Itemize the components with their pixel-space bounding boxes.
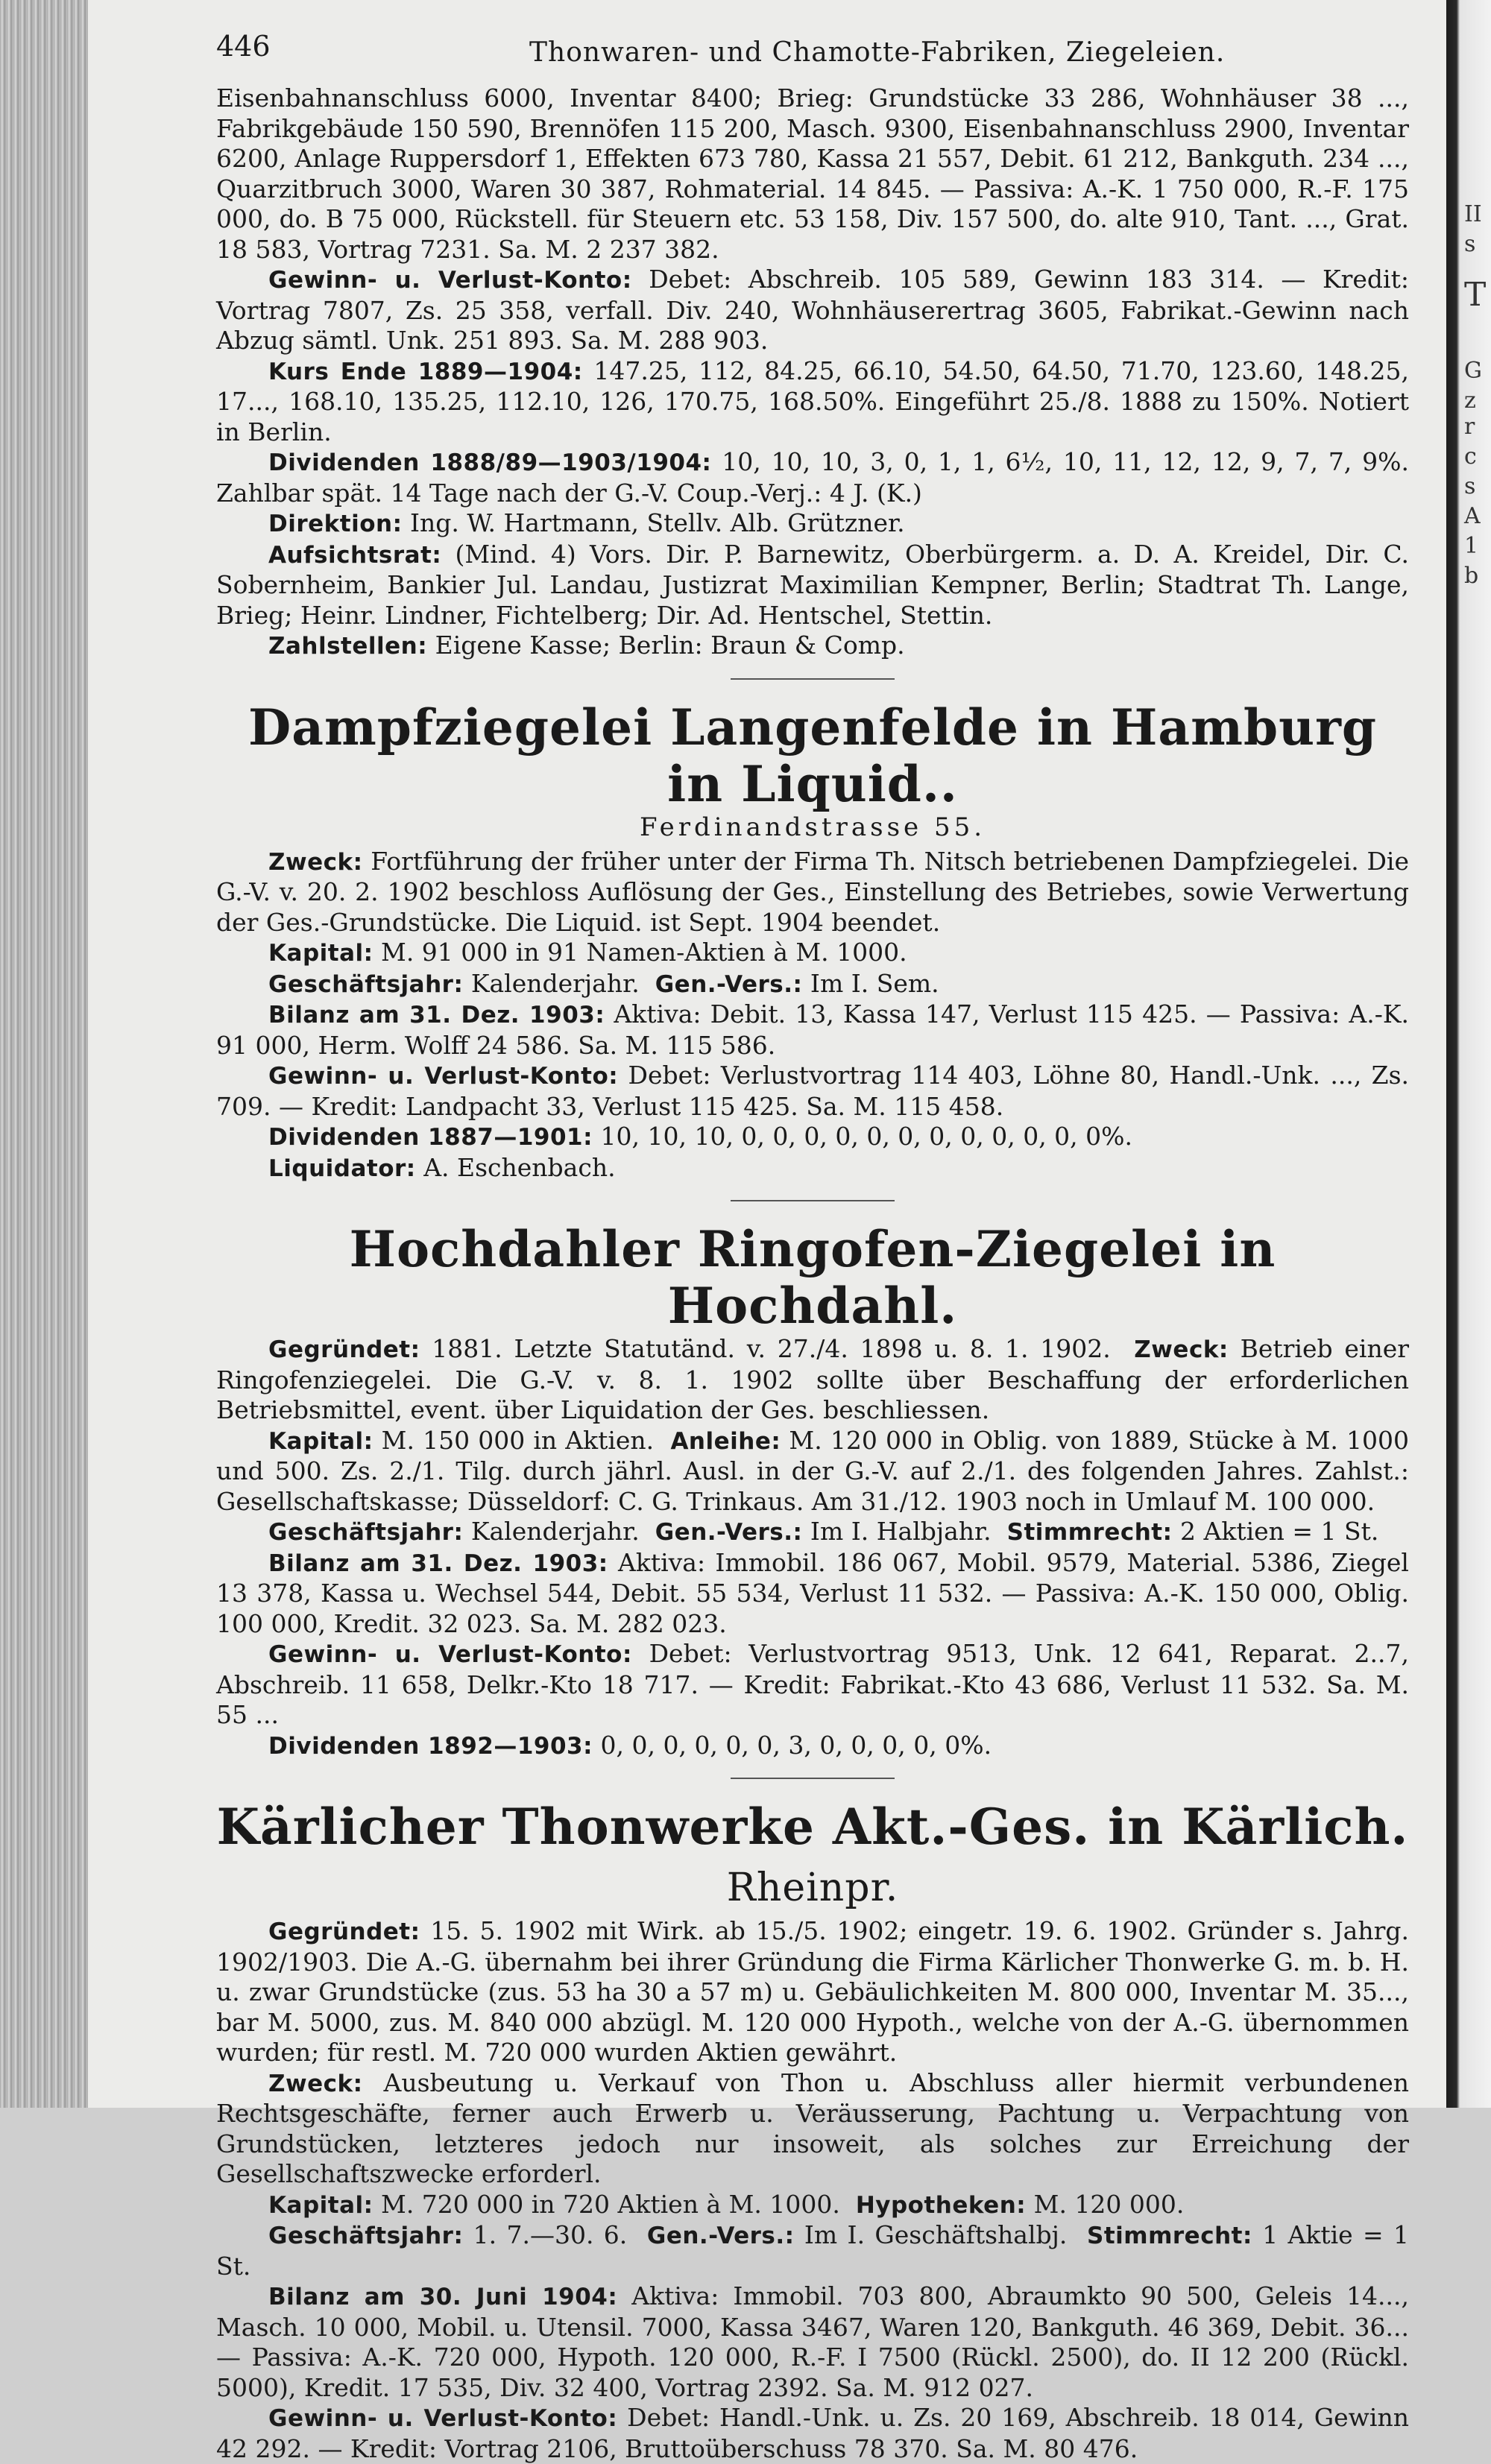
field-label: Hypotheken: (855, 2191, 1027, 2219)
field-value: 10, 10, 10, 3, 0, 1, 1, 6½, 10, 11, 12, 12, 9, 7, 7, 9%. Zahlbar spät. 14 Tage nach der G.-V. Coup.-Verj.: 4 J. (K.) (216, 447, 1409, 508)
field-value: Eigene Kasse; Berlin: Braun & Comp. (435, 631, 905, 660)
capital-mortgage (216, 2190, 1409, 2221)
purpose (216, 2068, 1409, 2190)
dividends (216, 447, 1409, 508)
company-region: Rheinpr. (726, 1866, 899, 1910)
profit-loss-account (216, 1061, 1409, 1122)
field-label: Dividenden 1892—1903: (268, 1732, 593, 1760)
stock-price-history (216, 356, 1409, 448)
founded-purpose (216, 1334, 1409, 1426)
field-value: Aktiva: Debit. 13, Kassa 147, Verlust 115 425. — Passiva: A.-K. 91 000, Herm. Wolff 24 586. Sa. M. 115 586. (216, 999, 1409, 1060)
section-divider (731, 678, 895, 680)
field-value: 15. 5. 1902 mit Wirk. ab 15./5. 1902; eingetr. 19. 6. 1902. Gründer s. Jahrg. 1902/1903. Die A.-G. übernahm bei ihrer Gründung die Firma Kärlicher Thonwerke G. m. b. H. u. zwar Grundstücke (zus. 53 ha 30 a 57 m) u. Gebäulichkeiten M. 800 000, Inventar M. 35..., bar M. 5000, zus. M. 840 000 abzügl. M. 120 000 Hypoth., welche von der A.-G. übernommen wurden; für restl. M. 720 000 wurden Aktien gewährt. (216, 1916, 1409, 2067)
fiscal-year (216, 1517, 1409, 1548)
entry-hochdahler-ringofen (216, 1221, 1409, 1761)
fiscal-year (216, 969, 1409, 1000)
profit-loss-account (216, 2403, 1409, 2464)
field-value: M. 720 000 in 720 Aktien à M. 1000. (381, 2189, 840, 2219)
field-label: Gegründet: (268, 1336, 420, 1363)
field-label: Zweck: (268, 848, 363, 876)
field-value: 1. 7.—30. 6. (473, 2220, 628, 2249)
field-label: Kurs Ende 1889—1904: (268, 358, 583, 385)
field-value: Kalenderjahr. (470, 968, 640, 998)
field-value: 0, 0, 0, 0, 0, 0, 3, 0, 0, 0, 0, 0%. (600, 1730, 992, 1760)
field-label: Dividenden 1888/89—1903/1904: (268, 449, 712, 476)
field-value: Aktiva: Immobil. 186 067, Mobil. 9579, Material. 5386, Ziegel 13 378, Kassa u. Wechsel 544, Debit. 55 534, Verlust 11 532. — Passiva: A.-K. 150 000, Oblig. 100 000, Kredit. 32 023. Sa. M. 282 023. (216, 1547, 1409, 1638)
profit-loss-account (216, 265, 1409, 356)
field-label: Gewinn- u. Verlust-Konto: (268, 2405, 618, 2432)
field-value: Im I. Halbjahr. (810, 1517, 992, 1546)
field-label: Geschäftsjahr: (268, 970, 464, 998)
field-label: Dividenden 1887—1901: (268, 1124, 593, 1151)
field-label: Bilanz am 31. Dez. 1903: (268, 1550, 608, 1577)
running-title: Thonwaren- und Chamotte-Fabriken, Ziegeleien. (529, 37, 1226, 68)
margin-fragment: b (1464, 563, 1479, 589)
field-value: Debet: Handl.-Unk. u. Zs. 20 169, Abschreib. 18 014, Gewinn 42 292. — Kredit: Vortrag 2106, Bruttoüberschuss 78 370. Sa. M. 80 476. (216, 2403, 1409, 2463)
field-label: Kapital: (268, 940, 373, 967)
field-value: Debet: Verlustvortrag 9513, Unk. 12 641, Reparat. 2..7, Abschreib. 11 658, Delkr.-Kto 18 717. — Kredit: Fabrikat.-Kto 43 686, Verlust 11 532. Sa. M. 55 ... (216, 1639, 1409, 1729)
field-label: Aufsichtsrat: (268, 541, 442, 569)
field-value: Ausbeutung u. Verkauf von Thon u. Abschluss aller hiermit verbundenen Rechtsgeschäfte, ferner auch Erwerb u. Veräusserung, Pachtung u. Verpachtung von Grundstücken, letzteres jedoch nur insoweit, als solches zur Erreichung der Gesellschaftszwecke erforderl. (216, 2067, 1409, 2188)
field-value: 10, 10, 10, 0, 0, 0, 0, 0, 0, 0, 0, 0, 0, 0, 0%. (600, 1122, 1132, 1151)
field-label: Direktion: (268, 511, 403, 537)
field-label: Gen.-Vers.: (655, 970, 803, 998)
field-label: Bilanz am 31. Dez. 1903: (268, 1002, 605, 1029)
margin-fragment: z (1464, 388, 1476, 414)
field-label: Gen.-Vers.: (646, 2223, 795, 2249)
management (216, 508, 1409, 540)
fiscal-year (216, 2220, 1409, 2281)
company-title: Hochdahler Ringofen-Ziegelei in Hochdahl. (349, 1220, 1276, 1335)
field-label: Anleihe: (670, 1427, 781, 1455)
balance-continuation: Eisenbahnanschluss 6000, Inventar 8400; Brieg: Grundstücke 33 286, Wohnhäuser 38 ..., Fabrikgebäude 150 590, Brennöfen 115 200, Masch. 9300, Eisenbahnanschluss 2900, Inventar 6200, Anlage Ruppersdorf 1, Effekten 673 780, Kassa 21 557, Debit. 61 212, Bankguth. 234 ..., Quarzitbruch 3000, Waren 30 387, Rohmaterial. 14 845. — Passiva: A.-K. 1 750 000, R.-F. 175 000, do. B 75 000, Rückstell. für Steuern etc. 53 158, Div. 157 500, do. alte 910, Tant. ..., Grat. 18 583, Vortrag 7231. Sa. M. 2 237 382. (216, 83, 1409, 264)
field-value: Aktiva: Immobil. 703 800, Abraumkto 90 500, Geleis 14..., Masch. 10 000, Mobil. u. Utensil. 7000, Kassa 3467, Waren 120, Bankguth. 46 369, Debit. 36... — Passiva: A.-K. 720 000, Hypoth. 120 000, R.-F. I 7500 (Rückl. 2500), do. II 12 200 (Rückl. 5000), Kredit. 17 535, Div. 32 400, Vortrag 2392. Sa. M. 912 027. (216, 2281, 1409, 2402)
company-name: Kärlicher Thonwerke Akt.-Ges. in Kärlich. (216, 1798, 1409, 1856)
entry-dampfziegelei-langenfelde (216, 699, 1409, 1184)
field-value: M. 120 000. (1033, 2189, 1185, 2219)
field-label: Kapital: (268, 2191, 373, 2219)
field-label: Zweck: (1134, 1336, 1229, 1363)
capital-bond (216, 1426, 1409, 1517)
dividends (216, 1122, 1409, 1153)
field-value: M. 150 000 in Aktien. (381, 1425, 655, 1455)
adjacent-page-edge (1446, 0, 1491, 2108)
field-value: Ing. W. Hartmann, Stellv. Alb. Grützner. (410, 508, 905, 537)
margin-fragment: A (1464, 503, 1481, 529)
page-content (216, 24, 1409, 2464)
founded (216, 1916, 1409, 2068)
field-value: (Mind. 4) Vors. Dir. P. Barnewitz, Oberbürgerm. a. D. A. Kreidel, Dir. C. Sobernheim, Bankier Jul. Landau, Justizrat Maximilian Kempner, Berlin; Stadtrat Th. Lange, Brieg; Heinr. Lindner, Fichtelberg; Dir. Ad. Hentschel, Stettin. (216, 539, 1409, 630)
field-value: 1881. Letzte Statutänd. v. 27./4. 1898 u. 8. 1. 1902. (432, 1334, 1111, 1363)
field-label: Zahlstellen: (268, 633, 428, 660)
field-label: Geschäftsjahr: (268, 1519, 464, 1546)
field-value: Debet: Abschreib. 105 589, Gewinn 183 314. — Kredit: Vortrag 7807, Zs. 25 358, verfall. Div. 240, Wohnhäuserertrag 3605, Fabrikat.-Gewinn nach Abzug sämtl. Unk. 251 893. Sa. M. 288 903. (216, 265, 1409, 355)
field-value: M. 91 000 in 91 Namen-Aktien à M. 1000. (381, 938, 907, 967)
field-label: Gegründet: (268, 1918, 420, 1945)
margin-fragment: G (1464, 358, 1482, 384)
company-title (216, 1798, 1409, 1916)
field-value: Debet: Verlustvortrag 114 403, Löhne 80, Handl.-Unk. ..., Zs. 709. — Kredit: Landpacht 33, Verlust 115 425. Sa. M. 115 458. (216, 1061, 1409, 1121)
supervisory-board (216, 540, 1409, 631)
field-value: Kalenderjahr. (470, 1517, 640, 1546)
section-divider (731, 1200, 895, 1201)
page-header (216, 24, 1409, 83)
field-label: Gewinn- u. Verlust-Konto: (268, 267, 632, 294)
margin-fragment: s (1464, 231, 1476, 257)
margin-fragment: 1 (1464, 533, 1479, 559)
field-label: Kapital: (268, 1427, 373, 1455)
field-value: M. 120 000 in Oblig. von 1889, Stücke à M. 1000 und 500. Zs. 2./1. Tilg. durch jährl. Ausl. in der G.-V. auf 2./1. des folgenden Jahres. Zahlst.: Gesellschaftskasse; Düsseldorf: C. G. Trinkaus. Am 31./12. 1903 noch in Umlauf M. 100 000. (216, 1425, 1409, 1516)
margin-fragment: c (1464, 443, 1477, 470)
field-label: Gewinn- u. Verlust-Konto: (268, 1063, 619, 1090)
margin-fragment: r (1464, 414, 1475, 440)
field-label: Stimmrecht: (1006, 1519, 1173, 1546)
margin-fragment: s (1464, 473, 1476, 499)
field-label: Gen.-Vers.: (655, 1519, 803, 1546)
profit-loss-account (216, 1639, 1409, 1731)
field-value: 2 Aktien = 1 St. (1180, 1517, 1379, 1546)
page-number: 446 (216, 30, 271, 63)
field-label: Geschäftsjahr: (268, 2223, 464, 2249)
field-label: Liquidator: (268, 1154, 416, 1182)
margin-fragment: T (1464, 276, 1487, 314)
margin-fragment: II (1464, 201, 1482, 227)
book-binding-edge (0, 0, 88, 2108)
field-value: 1 Aktie = 1 St. (216, 2220, 1409, 2281)
balance-sheet (216, 1548, 1409, 1640)
field-value: Fortführung der früher unter der Firma Th. Nitsch betriebenen Dampfziegelei. Die G.-V. v. 20. 2. 1902 beschloss Auflösung der Ges., Einstellung des Betriebes, sowie Verwertung der Ges.-Grundstücke. Die Liquid. ist Sept. 1904 beendet. (216, 846, 1409, 937)
company-address: Ferdinandstrasse 55. (639, 812, 986, 842)
liquidator (216, 1153, 1409, 1184)
dividends (216, 1731, 1409, 1762)
section-divider (731, 1778, 895, 1779)
entry-continued (216, 83, 1409, 662)
field-value: 147.25, 112, 84.25, 66.10, 54.50, 64.50, 71.70, 123.60, 148.25, 17..., 168.10, 135.25, 112.10, 126, 170.75, 168.50%. Eingeführt 25./8. 1888 zu 150%. Notiert in Berlin. (216, 356, 1409, 446)
field-value: Betrieb einer Ringofenziegelei. Die G.-V. v. 8. 1. 1902 sollte über Beschaffung der erforderlichen Betriebsmittel, event. über Liquidation der Ges. beschliessen. (216, 1334, 1410, 1424)
field-value: A. Eschenbach. (423, 1152, 616, 1182)
balance-sheet (216, 2281, 1409, 2403)
field-label: Bilanz am 30. Juni 1904: (268, 2284, 618, 2310)
field-label: Zweck: (268, 2070, 363, 2097)
company-title: Dampfziegelei Langenfelde in Hamburg in Liquid.. (248, 698, 1378, 813)
field-label: Gewinn- u. Verlust-Konto: (268, 1641, 632, 1668)
balance-sheet (216, 999, 1409, 1061)
capital (216, 938, 1409, 969)
paying-agents (216, 631, 1409, 662)
field-value: Im I. Sem. (810, 968, 939, 998)
field-label: Stimmrecht: (1087, 2223, 1252, 2249)
field-value: Im I. Geschäftshalbj. (804, 2220, 1068, 2249)
purpose (216, 847, 1409, 938)
entry-kaerlicher-thonwerke (216, 1798, 1409, 2464)
